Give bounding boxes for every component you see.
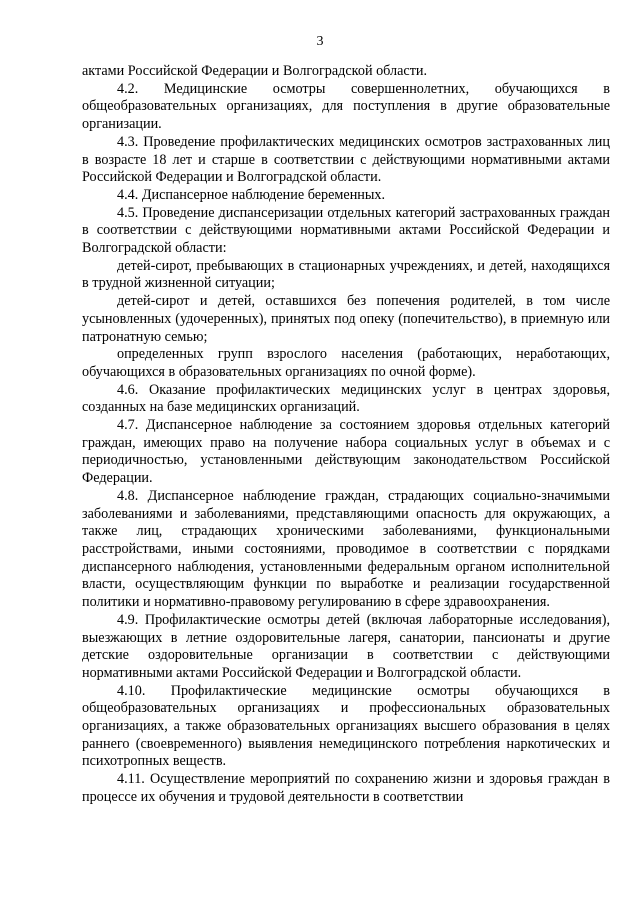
paragraph: 4.2. Медицинские осмотры совершеннолетних, обучающихся в общеобразовательных организациях, для поступления в другие образовательные организации.: [82, 80, 610, 133]
paragraph: 4.4. Диспансерное наблюдение беременных.: [117, 186, 386, 203]
paragraph: актами Российской Федерации и Волгоградской области.: [82, 63, 428, 79]
paragraph: 4.8. Диспансерное наблюдение граждан, страдающих социально-значимыми заболеваниями и заболеваниями, представляющими опасность для окружающих, а также лиц, страдающих хроническими заболеваниями, функциональными расстройствами, иными состояниями, проводимое в соответствии с порядками диспансерного наблюдения, установленными федеральным органом исполнительной власти, осуществляющим функции по выработке и реализации государственной политики и нормативно-правовому регулированию в сфере здравоохранения.: [82, 487, 610, 611]
paragraph: 4.3. Проведение профилактических медицинских осмотров застрахованных лиц в возрасте 18 лет и старше в соответствии с действующими нормативными актами Российской Федерации и Волгоградской области.: [82, 133, 610, 186]
paragraph: 4.11. Осуществление мероприятий по сохранению жизни и здоровья граждан в процессе их обучения и трудовой деятельности в соответствии: [82, 771, 610, 805]
paragraph: 4.5. Проведение диспансеризации отдельных категорий застрахованных граждан в соответствии с действующими нормативными актами Российской Федерации и Волгоградской области:: [82, 204, 610, 257]
paragraph: 4.9. Профилактические осмотры детей (включая лабораторные исследования), выезжающих в летние оздоровительные лагеря, санатории, пансионаты и другие детские оздоровительные организации в соответствии с действующими нормативными актами Российской Федерации и Волгоградской области.: [82, 611, 610, 681]
paragraph: 4.10. Профилактические медицинские осмотры обучающихся в общеобразовательных организациях и профессиональных образовательных организациях, а также образовательных организациях высшего образования в целях раннего (своевременного) выявления немедицинского потребления наркотических и психотропных веществ.: [82, 682, 610, 770]
paragraph: детей-сирот, пребывающих в стационарных учреждениях, и детей, находящихся в трудной жизненной ситуации;: [82, 257, 610, 292]
paragraph: определенных групп взрослого населения (работающих, неработающих, обучающихся в образовательных организациях по очной форме).: [82, 346, 610, 380]
page-number: 3: [316, 34, 324, 49]
paragraph: 4.6. Оказание профилактических медицинских услуг в центрах здоровья, созданных на базе медицинских организаций.: [82, 381, 610, 416]
document-body: [82, 63, 610, 807]
paragraph: детей-сирот и детей, оставшихся без попечения родителей, в том числе усыновленных (удочеренных), принятых под опеку (попечительство), в приемную или патронатную семью;: [82, 293, 610, 345]
paragraph: 4.7. Диспансерное наблюдение за состоянием здоровья отдельных категорий граждан, имеющих право на получение набора социальных услуг в объемах и с периодичностью, установленными действующим законодательством Российской Федерации.: [82, 417, 610, 487]
